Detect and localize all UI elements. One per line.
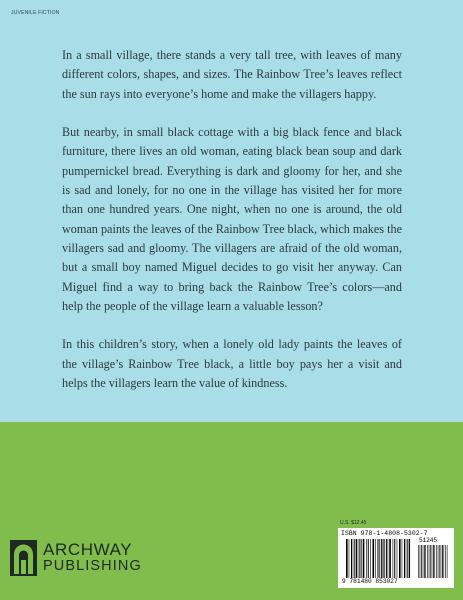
price-label: U.S. $12.45: [340, 520, 367, 526]
genre-label: JUVENILE FICTION: [11, 10, 60, 16]
blurb-text: [62, 46, 402, 413]
blurb-paragraph: But nearby, in small black cottage with a big black fence and black furniture, there lives an old woman, eating black bean soup and dark pumpernickel bread. Everything is dark and gloomy for her, and she is sad and lonely, for no one in the village has visited her for more than one hundred years. One night, when no one is around, the old woman paints the leaves of the Rainbow Tree black, which makes the villagers sad and gloomy. The villagers are afraid of the old woman, but a small boy named Miguel decides to go visit her anyway. Can Miguel find a way to bring back the Rainbow Tree’s colors—and help the people of the village learn a valuable lesson?: [62, 125, 402, 313]
addon-number: 51245: [419, 537, 438, 544]
publisher-name-line2: PUBLISHING: [43, 558, 142, 574]
publisher-name-line1: ARCHWAY: [43, 540, 133, 559]
blurb-paragraph: In a small village, there stands a very tall tree, with leaves of many different colors, shapes, and sizes. The Rainbow Tree’s leaves reflect the sun rays into everyone’s home and make the villagers happy.: [62, 48, 402, 101]
ean-number: 9 781480 853027: [342, 578, 398, 585]
publisher-mark: [10, 540, 142, 576]
archway-logo-icon: [10, 540, 37, 576]
isbn-label: ISBN 978-1-4808-5302-7: [341, 530, 428, 537]
publisher-name: [43, 541, 142, 575]
blurb-paragraph: In this children’s story, when a lonely old lady paints the leaves of the village’s Rainbow Tree black, a little boy pays her a visit and helps the villagers learn the value of kindness.: [62, 337, 402, 391]
barcode-box: [338, 528, 454, 588]
